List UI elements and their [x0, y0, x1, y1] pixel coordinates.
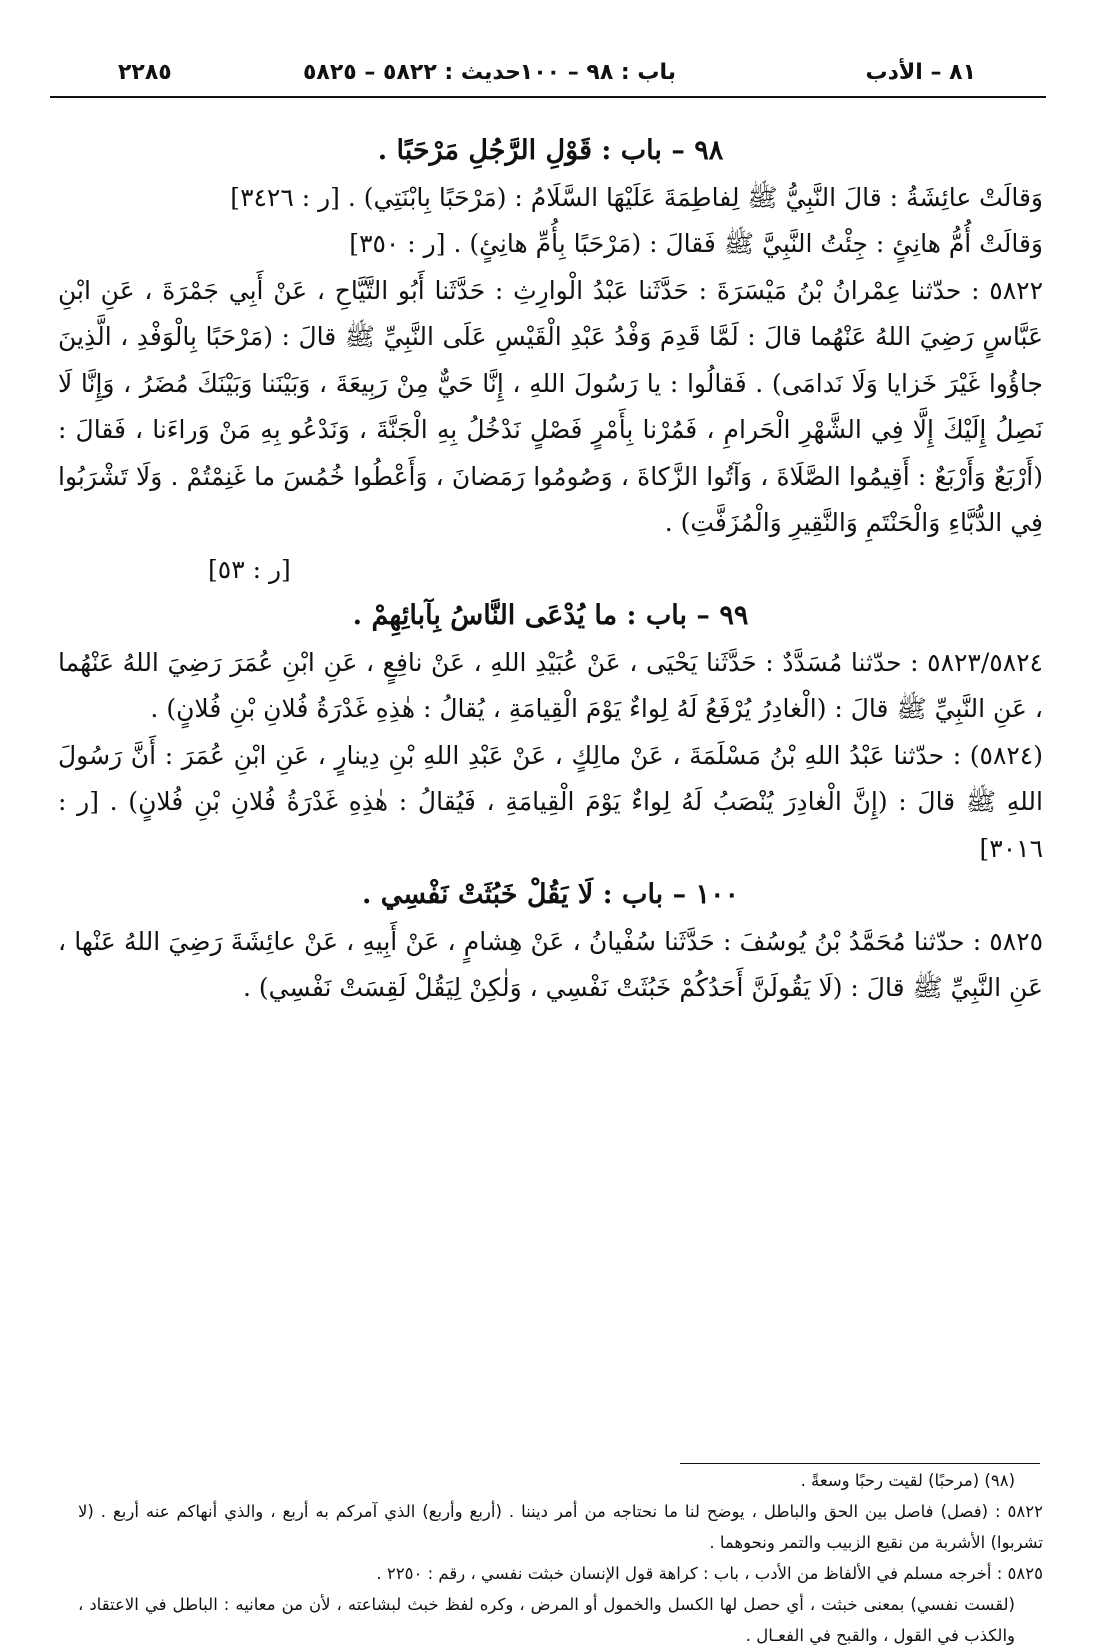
- hadith-5822-reference: [ر : ٥٣]: [208, 554, 291, 584]
- header-divider: [50, 96, 1046, 98]
- page-number: ٢٢٨٥: [118, 60, 172, 85]
- hadith-5824: (٥٨٢٤) : حدّثنا عَبْدُ اللهِ بْنُ مَسْلَمَةَ ، عَنْ مالِكٍ ، عَنْ عَبْدِ اللهِ بْنِ دِينارٍ ، عَنِ ابْنِ عُمَرَ : أَنَّ رَسُولَ اللهِ ﷺ قالَ : (إِنَّ الْغادِرَ يُنْصَبُ لَهُ لِواءٌ يَوْمَ الْقِيامَةِ ، فَيُقالُ : هٰذِهِ غَدْرَةُ فُلانِ بْنِ فُلانٍ) . [ر : ٣٠١٦]: [58, 740, 1043, 863]
- chapter-title: ٨١ – الأدب: [865, 60, 976, 85]
- main-text: [58, 128, 1043, 1012]
- hadith-range: حديث : ٥٨٢٢ – ٥٨٢٥: [303, 60, 521, 85]
- footnote-5825-explanation: (لقست نفسي) بمعنى خبثت ، أي حصل لها الكسل والخمول أو المرض ، وكره لفظ خبث لبشاعته ، لأن من معانيه : الباطل في الاعتقاد ، والكذب في القول ، والقبح في الفعـال .: [78, 1595, 1015, 1645]
- aisha-statement: وَقالَتْ عائِشَةُ : قالَ النَّبِيُّ ﷺ لِفاطِمَةَ عَلَيْهَا السَّلَامُ : (مَرْحَبًا بِابْنَتِي) . [ر : ٣٤٢٦]: [230, 182, 1043, 212]
- bab-range: باب : ٩٨ – ١٠٠: [519, 60, 676, 85]
- running-header: [118, 52, 976, 92]
- ummhani-statement: وَقالَتْ أُمُّ هانِئٍ : جِئْتُ النَّبِيَّ ﷺ فَقالَ : (مَرْحَبًا بِأُمِّ هانِئٍ) . [ر : ٣٥٠]: [349, 229, 1043, 258]
- footnotes: [78, 1465, 1043, 1651]
- footnote-98: (٩٨) (مرحبًا) لقيت رحبًا وسعةً .: [800, 1471, 1015, 1490]
- hadith-5823: ٥٨٢٣/٥٨٢٤ : حدّثنا مُسَدَّدٌ : حَدَّثَنا يَحْيَى ، عَنْ عُبَيْدِ اللهِ ، عَنْ نافِعٍ ، عَنِ ابْنِ عُمَرَ رَضِيَ اللهُ عَنْهُما ، عَنِ النَّبِيِّ ﷺ قالَ : (الْغادِرُ يُرْفَعُ لَهُ لِواءٌ يَوْمَ الْقِيامَةِ ، يُقالُ : هٰذِهِ غَدْرَةُ فُلانِ بْنِ فُلانٍ) .: [58, 647, 1043, 723]
- footnote-divider: [680, 1463, 1040, 1464]
- bab-100-title: ١٠٠ – باب : لَا يَقُلْ خَبُثَتْ نَفْسِي .: [361, 879, 740, 910]
- hadith-5825: ٥٨٢٥ : حدّثنا مُحَمَّدُ بْنُ يُوسُفَ : حَدَّثَنا سُفْيانُ ، عَنْ هِشامٍ ، عَنْ أَبِيهِ ، عَنْ عائِشَةَ رَضِيَ اللهُ عَنْها ، عَنِ النَّبِيِّ ﷺ قالَ : (لَا يَقُولَنَّ أَحَدُكُمْ خَبُثَتْ نَفْسِي ، وَلٰكِنْ لِيَقُلْ لَقِسَتْ نَفْسِي) .: [58, 926, 1043, 1002]
- footnote-5822: ٥٨٢٢ : (فصل) فاصل بين الحق والباطل ، يوضح لنا ما نحتاجه من أمر ديننا . (أربع وأربع) الذي آمركم به أربع ، والذي أنهاكم عنه أربع . (لا تشربوا) الأشربة من نقيع الزبيب والتمر ونحوهما .: [78, 1502, 1043, 1552]
- bab-98-title: ٩٨ – باب : قَوْلِ الرَّجُلِ مَرْحَبًا .: [377, 135, 724, 166]
- bab-99-title: ٩٩ – باب : ما يُدْعَى النَّاسُ بِآبائِهِمْ .: [352, 600, 749, 631]
- footnote-5825: ٥٨٢٥ : أخرجه مسلم في الألفاظ من الأدب ، باب : كراهة قول الإنسان خبثت نفسي ، رقم : ٢٢٥٠ .: [376, 1564, 1043, 1583]
- hadith-5822: ٥٨٢٢ : حدّثنا عِمْرانُ بْنُ مَيْسَرَةَ : حَدَّثَنا عَبْدُ الْوارِثِ : حَدَّثَنا أَبُو التَّيَّاحِ ، عَنْ أَبِي جَمْرَةَ ، عَنِ ابْنِ عَبَّاسٍ رَضِيَ اللهُ عَنْهُما قالَ : لَمَّا قَدِمَ وَفْدُ عَبْدِ الْقَيْسِ عَلَى النَّبِيِّ ﷺ قالَ : (مَرْحَبًا بِالْوَفْدِ ، الَّذِينَ جاؤُوا غَيْرَ خَزايا وَلَا نَدامَى) . فَقالُوا : يا رَسُولَ اللهِ ، إِنَّا حَيٌّ مِنْ رَبِيعَةَ ، وَبَيْنَنا وَبَيْنَكَ مُضَرُ ، وَإِنَّا لَا نَصِلُ إِلَيْكَ إِلَّا فِي الشَّهْرِ الْحَرامِ ، فَمُرْنا بِأَمْرٍ فَصْلٍ نَدْخُلُ بِهِ الْجَنَّةَ ، وَنَدْعُو بِهِ مَنْ وَراءَنا ، فَقالَ : (أَرْبَعٌ وَأَرْبَعٌ : أَقِيمُوا الصَّلَاةَ ، وَآتُوا الزَّكاةَ ، وَصُومُوا رَمَضانَ ، وَأَعْطُوا خُمُسَ ما غَنِمْتُمْ . وَلَا تَشْرَبُوا فِي الدُّبَّاءِ وَالْحَنْتَمِ وَالنَّقِيرِ وَالْمُزَفَّتِ) .: [58, 275, 1043, 537]
